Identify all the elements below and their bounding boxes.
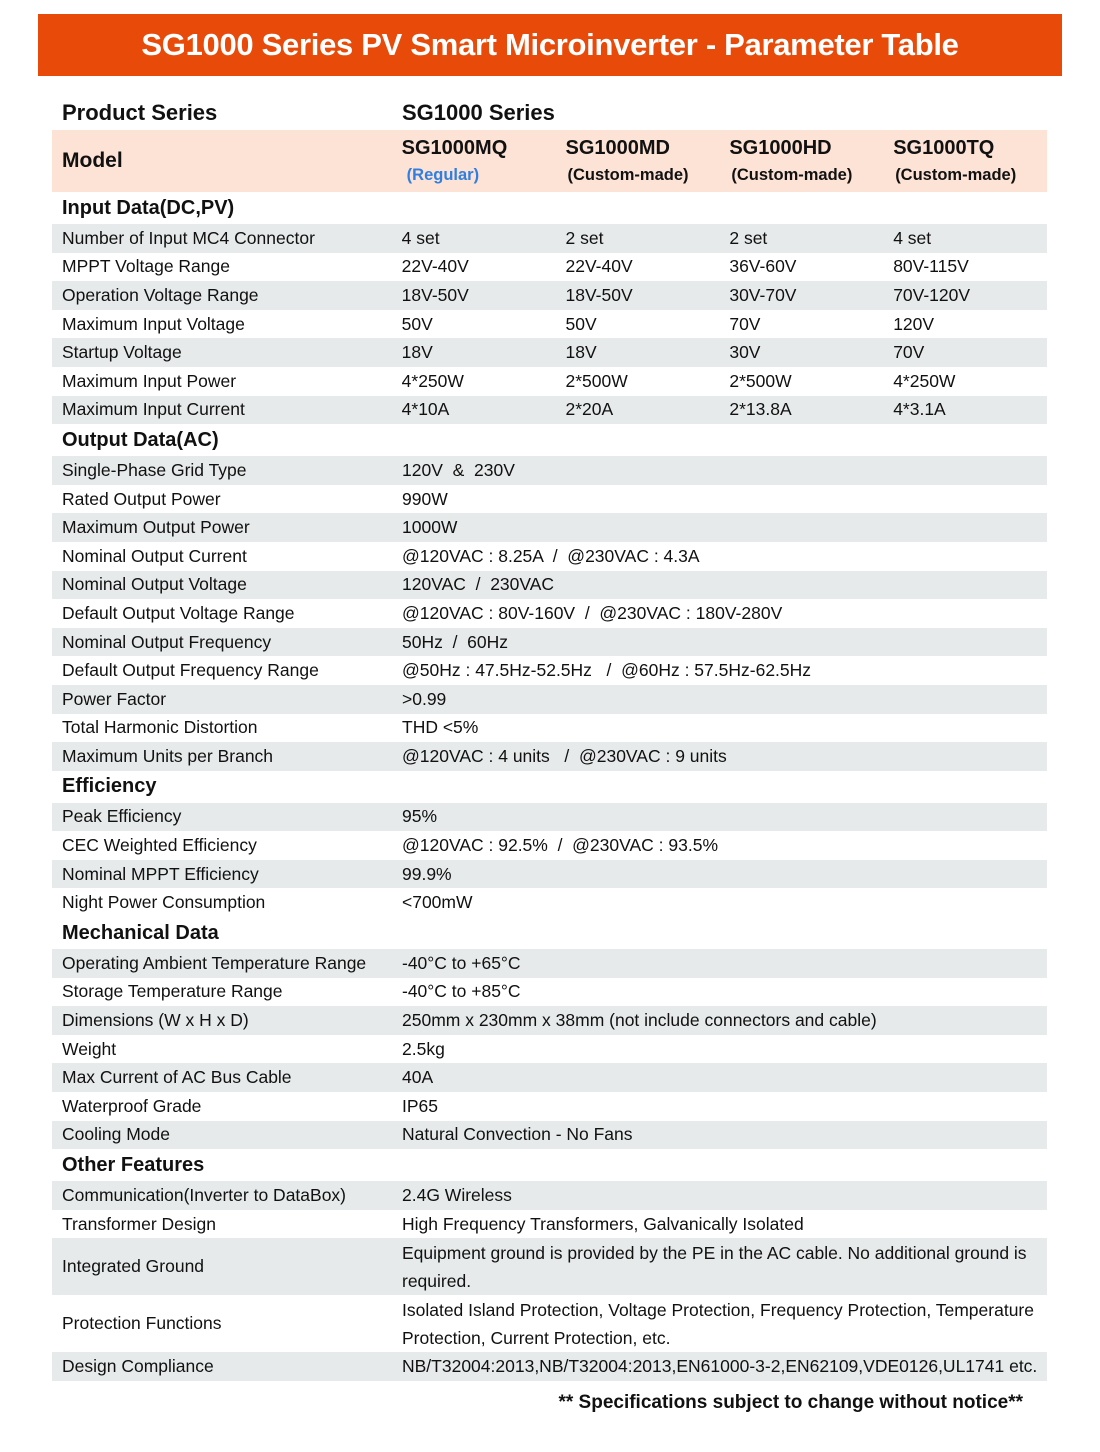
row-value: 2 set [729, 227, 768, 248]
row-value: 1000W [402, 517, 458, 538]
row-value: @120VAC : 8.25A / @230VAC : 4.3A [402, 545, 700, 566]
table-row [52, 281, 1047, 310]
model-column-header [556, 130, 720, 192]
row-label: Weight [62, 1038, 117, 1059]
row-label: Nominal MPPT Efficiency [62, 863, 259, 884]
table-row [52, 742, 1047, 771]
row-label: Dimensions (W x H x D) [62, 1010, 249, 1031]
row-value: 18V [565, 342, 597, 363]
row-label: Total Harmonic Distortion [62, 717, 258, 738]
row-value: 2*13.8A [729, 399, 792, 420]
mechanical-rows [52, 949, 1047, 1149]
row-value: @120VAC : 92.5% / @230VAC : 93.5% [402, 835, 719, 856]
model-column-header [719, 130, 883, 192]
row-value: 4 set [401, 227, 440, 248]
row-value: 4*10A [401, 399, 450, 420]
section-title: Other Features [62, 1153, 205, 1176]
footnote: ** Specifications subject to change without notice** [558, 1392, 1023, 1413]
row-label: Design Compliance [62, 1356, 214, 1377]
row-value: -40°C to +65°C [402, 952, 521, 973]
row-value: 36V-60V [729, 256, 797, 277]
row-value: 30V-70V [729, 284, 797, 305]
table-row [52, 456, 1047, 485]
row-value: 4 set [893, 227, 932, 248]
section-heading-other [52, 1149, 1047, 1181]
row-value: 4*250W [401, 370, 464, 391]
table-row [52, 949, 1047, 978]
row-label: Rated Output Power [62, 488, 221, 509]
table-row [52, 831, 1047, 860]
model-name: SG1000HD [729, 137, 832, 159]
model-type: (Regular) [406, 166, 480, 184]
row-value: Equipment ground is provided by the PE in the AC cable. No additional ground is required. [402, 1242, 1032, 1291]
row-label: Nominal Output Voltage [62, 574, 247, 595]
model-name: SG1000MQ [401, 137, 508, 159]
model-header-row [52, 130, 1047, 192]
table-row [52, 367, 1047, 396]
parameter-table [52, 96, 1047, 1381]
input-rows [52, 224, 1047, 424]
row-label: Default Output Frequency Range [62, 660, 319, 681]
row-value: IP65 [402, 1095, 438, 1116]
row-value: 95% [402, 806, 438, 827]
row-value: 2.4G Wireless [402, 1185, 512, 1206]
row-value: 22V-40V [401, 256, 469, 277]
row-label: Startup Voltage [62, 342, 182, 363]
table-row [52, 1210, 1047, 1239]
row-value: 50Hz / 60Hz [402, 631, 509, 652]
table-row [52, 253, 1047, 282]
row-value: <700mW [402, 892, 473, 913]
product-series-label: Product Series [62, 100, 218, 125]
row-label: Night Power Consumption [62, 892, 266, 913]
row-value: 250mm x 230mm x 38mm (not include connectors and cable) [402, 1010, 877, 1031]
model-label: Model [62, 149, 123, 172]
table-row [52, 396, 1047, 425]
section-title: Efficiency [62, 775, 157, 798]
row-value: 2*500W [729, 370, 792, 391]
row-value: 99.9% [402, 863, 452, 884]
row-value: 990W [402, 488, 448, 509]
row-value: NB/T32004:2013,NB/T32004:2013,EN61000-3-2,EN62109,VDE0126,UL1741 etc. [402, 1356, 1038, 1377]
table-row [52, 485, 1047, 514]
section-heading-mechanical [52, 917, 1047, 949]
row-label: Operation Voltage Range [62, 284, 259, 305]
model-name: SG1000MD [565, 137, 670, 159]
row-label: Communication(Inverter to DataBox) [62, 1185, 346, 1206]
row-label: Maximum Output Power [62, 517, 250, 538]
table-row [52, 224, 1047, 253]
section-title: Output Data(AC) [62, 428, 219, 451]
table-row [52, 685, 1047, 714]
table-row [52, 714, 1047, 743]
row-label: Transformer Design [62, 1213, 216, 1234]
row-label: Max Current of AC Bus Cable [62, 1067, 292, 1088]
row-value: 2*20A [565, 399, 614, 420]
row-label: MPPT Voltage Range [62, 256, 230, 277]
model-type: (Custom-made) [567, 166, 689, 184]
row-value: 120V & 230V [402, 459, 515, 480]
model-column-header [883, 130, 1047, 192]
table-row [52, 1238, 1047, 1295]
efficiency-rows [52, 803, 1047, 917]
row-value: 18V-50V [565, 284, 633, 305]
row-value: 2.5kg [402, 1038, 445, 1059]
product-series-value: SG1000 Series [402, 100, 555, 125]
row-value: 50V [565, 313, 597, 334]
row-value: Isolated Island Protection, Voltage Protection, Frequency Protection, Temperature Protection, Current Protection, etc. [402, 1299, 1039, 1348]
row-label: Maximum Input Current [62, 399, 245, 420]
table-row [52, 1063, 1047, 1092]
row-value: 120V [893, 313, 935, 334]
row-value: 18V [401, 342, 433, 363]
table-row [52, 888, 1047, 917]
title-banner [38, 14, 1062, 76]
row-label: Nominal Output Frequency [62, 631, 272, 652]
model-type: (Custom-made) [731, 166, 853, 184]
row-label: Operating Ambient Temperature Range [62, 952, 367, 973]
section-heading-input [52, 192, 1047, 224]
row-label: Cooling Mode [62, 1124, 170, 1145]
row-label: Peak Efficiency [62, 806, 182, 827]
model-column-header [392, 130, 556, 192]
row-value: 80V-115V [893, 256, 969, 277]
product-series-row [52, 96, 1047, 130]
table-row [52, 656, 1047, 685]
row-value: Natural Convection - No Fans [402, 1124, 633, 1145]
model-type: (Custom-made) [895, 166, 1017, 184]
row-value: 70V [729, 313, 761, 334]
table-row [52, 803, 1047, 832]
row-label: Protection Functions [62, 1313, 222, 1334]
table-row [52, 1092, 1047, 1121]
table-row [52, 1181, 1047, 1210]
row-value: 2*500W [565, 370, 628, 391]
row-value: 70V-120V [893, 284, 971, 305]
table-row [52, 978, 1047, 1007]
table-row [52, 310, 1047, 339]
table-row [52, 1006, 1047, 1035]
table-row [52, 1295, 1047, 1352]
section-heading-output [52, 424, 1047, 456]
section-heading-efficiency [52, 771, 1047, 803]
row-value: -40°C to +85°C [402, 981, 521, 1002]
row-label: Number of Input MC4 Connector [62, 227, 315, 248]
row-value: 50V [401, 313, 433, 334]
row-value: @120VAC : 80V-160V / @230VAC : 180V-280V [402, 602, 783, 623]
row-value: THD <5% [402, 717, 479, 738]
other-rows [52, 1181, 1047, 1381]
table-row [52, 860, 1047, 889]
row-label: Nominal Output Current [62, 545, 247, 566]
row-label: Default Output Voltage Range [62, 602, 295, 623]
table-row [52, 1352, 1047, 1381]
row-value: High Frequency Transformers, Galvanically Isolated [402, 1213, 804, 1234]
row-value: 22V-40V [565, 256, 633, 277]
row-value: 2 set [565, 227, 604, 248]
table-row [52, 1035, 1047, 1064]
table-row [52, 542, 1047, 571]
row-value: @120VAC : 4 units / @230VAC : 9 units [402, 745, 727, 766]
row-label: Storage Temperature Range [62, 981, 283, 1002]
model-name: SG1000TQ [893, 137, 995, 159]
table-row [52, 1121, 1047, 1150]
row-value: >0.99 [402, 688, 447, 709]
row-value: 30V [729, 342, 761, 363]
row-label: Maximum Input Power [62, 370, 237, 391]
row-label: Waterproof Grade [62, 1095, 202, 1116]
row-value: @50Hz : 47.5Hz-52.5Hz / @60Hz : 57.5Hz-62.5Hz [402, 660, 812, 681]
row-label: Single-Phase Grid Type [62, 459, 247, 480]
table-row [52, 628, 1047, 657]
output-rows [52, 456, 1047, 771]
row-label: CEC Weighted Efficiency [62, 835, 257, 856]
table-row [52, 599, 1047, 628]
row-label: Integrated Ground [62, 1256, 205, 1277]
row-value: 40A [402, 1067, 434, 1088]
row-label: Maximum Input Voltage [62, 313, 245, 334]
row-value: 70V [893, 342, 925, 363]
row-label: Maximum Units per Branch [62, 745, 274, 766]
row-label: Power Factor [62, 688, 167, 709]
row-value: 4*250W [893, 370, 956, 391]
table-row [52, 513, 1047, 542]
table-row [52, 571, 1047, 600]
table-row [52, 338, 1047, 367]
section-title: Mechanical Data [62, 921, 219, 944]
page-title: SG1000 Series PV Smart Microinverter - Parameter Table [141, 27, 959, 62]
section-title: Input Data(DC,PV) [62, 196, 235, 219]
row-value: 18V-50V [401, 284, 469, 305]
row-value: 120VAC / 230VAC [402, 574, 555, 595]
row-value: 4*3.1A [893, 399, 946, 420]
